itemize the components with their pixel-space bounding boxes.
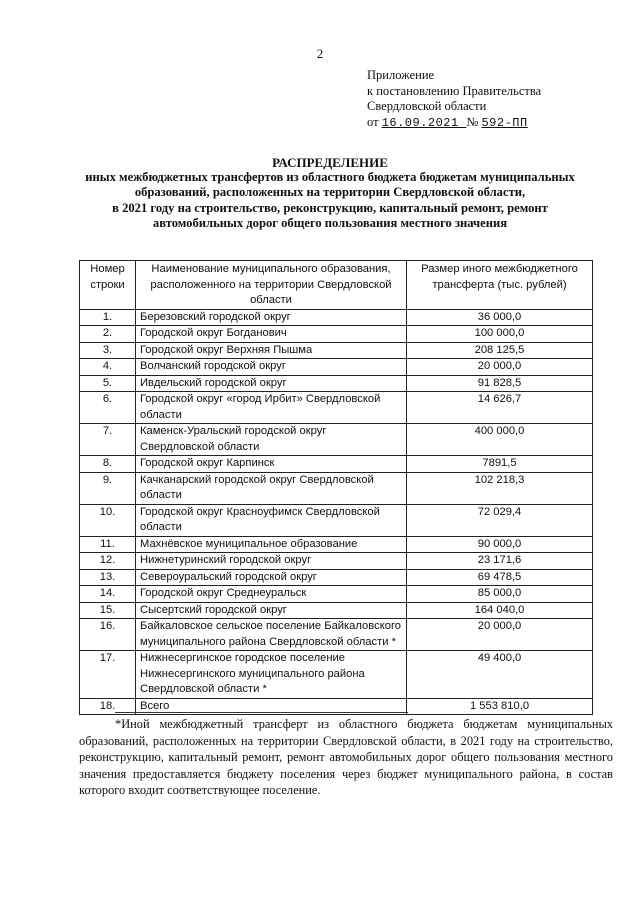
transfer-amount: 90 000,0	[407, 536, 593, 553]
transfer-amount: 85 000,0	[407, 586, 593, 603]
municipality-name: Городской округ Среднеуральск	[136, 586, 407, 603]
transfer-amount: 36 000,0	[407, 309, 593, 326]
title-line-2: образований, расположенных на территории Свердловской области,	[134, 185, 526, 200]
table-row	[80, 375, 593, 392]
transfer-amount: 49 400,0	[407, 651, 593, 699]
municipality-name: Ивдельский городской округ	[136, 375, 407, 392]
municipality-name: Городской округ Верхняя Пышма	[136, 342, 407, 359]
table-row	[80, 569, 593, 586]
header-transfer-amount: Размер иного межбюджетного трансферта (тыс. рублей)	[407, 261, 593, 310]
table-row	[80, 536, 593, 553]
row-number: 1.	[80, 309, 136, 326]
municipality-name: Байкаловское сельское поселение Байкаловского муниципального района Свердловской области *	[136, 619, 407, 651]
resolution-number: 592-ПП	[481, 115, 528, 130]
row-number: 16.	[80, 619, 136, 651]
municipality-name: Нижнетуринский городской округ	[136, 553, 407, 570]
transfer-amount: 164 040,0	[407, 602, 593, 619]
transfer-amount: 100 000,0	[407, 326, 593, 343]
row-number: 2.	[80, 326, 136, 343]
table-row	[80, 651, 593, 699]
appendix-header	[367, 68, 541, 131]
table-row	[80, 602, 593, 619]
municipality-name: Городской округ Карпинск	[136, 456, 407, 473]
row-number: 17.	[80, 651, 136, 699]
table-row	[80, 424, 593, 456]
title-line-4: автомобильных дорог общего пользования местного значения	[152, 215, 508, 230]
municipality-name: Сысертский городской округ	[136, 602, 407, 619]
transfer-amount: 23 171,6	[407, 553, 593, 570]
table-row	[80, 504, 593, 536]
transfer-amount: 102 218,3	[407, 472, 593, 504]
table-row	[80, 309, 593, 326]
municipality-name: Североуральский городской округ	[136, 569, 407, 586]
transfer-amount: 208 125,5	[407, 342, 593, 359]
row-number: 3.	[80, 342, 136, 359]
title-line-1: иных межбюджетных трансфертов из областного бюджета бюджетам муниципальных	[85, 170, 575, 185]
municipality-name: Городской округ Красноуфимск Свердловской области	[136, 504, 407, 536]
row-number: 10.	[80, 504, 136, 536]
transfer-amount: 91 828,5	[407, 375, 593, 392]
date-prefix: от	[367, 114, 379, 129]
title-line-3: в 2021 году на строительство, реконструкцию, капитальный ремонт, ремонт	[112, 200, 548, 215]
row-number: 13.	[80, 569, 136, 586]
footnote-text: *Иной межбюджетный трансферт из областного бюджета бюджетам муниципальных образований, расположенных на территории Свердловской области, в 2021 году на строительство, реконструкцию, капитальный ремонт, ремонт автомобильных дорог общего пользования местного значения предоставляется бюджету поселения через бюджет муниципального района, в состав которого входит соответствующее поселение.	[79, 717, 613, 797]
distribution-table	[79, 260, 593, 715]
municipality-name: Волчанский городской округ	[136, 359, 407, 376]
table-row	[80, 619, 593, 651]
row-number: 7.	[80, 424, 136, 456]
total-amount: 1 553 810,0	[407, 698, 593, 715]
resolution-date: 16.09.2021	[381, 115, 467, 130]
municipality-name: Качканарский городской округ Свердловской области	[136, 472, 407, 504]
municipality-name: Каменск-Уральский городской округ Свердловской области	[136, 424, 407, 456]
transfer-amount: 7891,5	[407, 456, 593, 473]
municipality-name: Городской округ «город Ирбит» Свердловской области	[136, 392, 407, 424]
appendix-date-line	[367, 115, 541, 132]
number-prefix: №	[466, 114, 479, 129]
row-number: 18.	[80, 698, 136, 715]
municipality-name: Махнёвское муниципальное образование	[136, 536, 407, 553]
appendix-line-1: Приложение	[367, 68, 435, 82]
appendix-line-2: к постановлению Правительства	[367, 83, 542, 98]
table-header-row	[80, 261, 593, 310]
transfer-amount: 400 000,0	[407, 424, 593, 456]
row-number: 5.	[80, 375, 136, 392]
table-row	[80, 456, 593, 473]
page-number: 2	[316, 46, 324, 61]
header-row-number: Номер строки	[80, 261, 136, 310]
table-row	[80, 392, 593, 424]
municipality-name: Городской округ Богданович	[136, 326, 407, 343]
row-number: 12.	[80, 553, 136, 570]
table-row	[80, 326, 593, 343]
title-main: РАСПРЕДЕЛЕНИЕ	[272, 155, 388, 170]
transfer-amount: 14 626,7	[407, 392, 593, 424]
municipality-name: Нижнесергинское городское поселение Нижнесергинского муниципального района Свердловской области *	[136, 651, 407, 699]
transfer-amount: 72 029,4	[407, 504, 593, 536]
transfer-amount: 20 000,0	[407, 359, 593, 376]
header-municipality-name: Наименование муниципального образования, расположенного на территории Свердловской области	[136, 261, 407, 310]
total-label: Всего	[136, 698, 407, 715]
row-number: 15.	[80, 602, 136, 619]
footnote-divider	[115, 712, 408, 713]
transfer-amount: 20 000,0	[407, 619, 593, 651]
document-title	[60, 155, 600, 231]
table-row	[80, 359, 593, 376]
table-row	[80, 553, 593, 570]
row-number: 6.	[80, 392, 136, 424]
row-number: 8.	[80, 456, 136, 473]
footnote	[79, 716, 613, 799]
table-row	[80, 586, 593, 603]
municipality-name: Березовский городской округ	[136, 309, 407, 326]
row-number: 14.	[80, 586, 136, 603]
row-number: 11.	[80, 536, 136, 553]
table-row	[80, 342, 593, 359]
table-row	[80, 472, 593, 504]
appendix-line-3: Свердловской области	[367, 99, 487, 113]
row-number: 4.	[80, 359, 136, 376]
transfer-amount: 69 478,5	[407, 569, 593, 586]
row-number: 9.	[80, 472, 136, 504]
